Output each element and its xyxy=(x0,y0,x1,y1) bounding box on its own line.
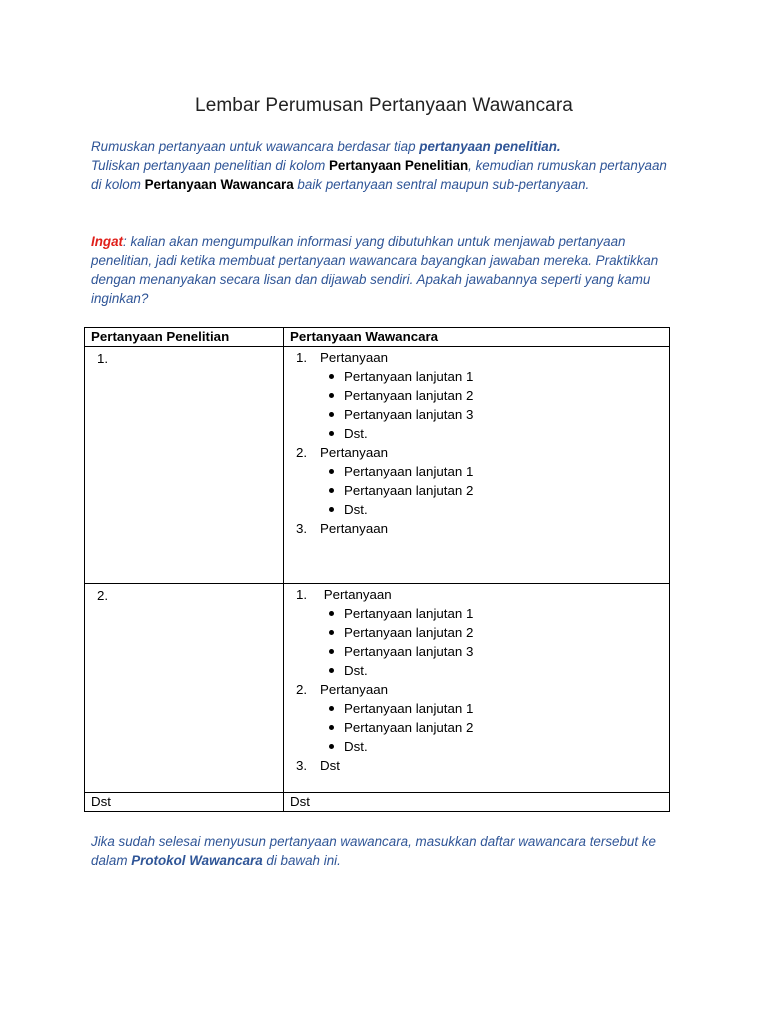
follow-up-item: Pertanyaan lanjutan 1 xyxy=(334,604,663,623)
question-label: Pertanyaan xyxy=(320,350,389,365)
header-interview-question: Pertanyaan Wawancara xyxy=(284,328,670,347)
instruction-text: baik pertanyaan sentral maupun sub-pertanyaan. xyxy=(293,177,590,192)
instruction-emphasis: Pertanyaan Wawancara xyxy=(144,177,294,192)
research-question-number: 2. xyxy=(97,588,109,603)
follow-up-item: Pertanyaan lanjutan 2 xyxy=(334,386,663,405)
research-question-cell xyxy=(85,584,284,793)
reminder-label: Ingat xyxy=(91,234,123,249)
follow-up-item: Pertanyaan lanjutan 1 xyxy=(334,367,663,386)
closing-paragraph xyxy=(91,832,676,870)
interview-question-item xyxy=(290,756,663,775)
follow-up-list xyxy=(290,462,663,519)
table-row xyxy=(85,584,670,793)
question-label: Pertanyaan xyxy=(320,521,389,536)
instruction-text: , kemudian rumuskan pertanyaan di kolom xyxy=(91,158,667,192)
follow-up-item: Dst. xyxy=(334,424,663,443)
question-number: 3. xyxy=(296,521,308,536)
question-number: 2. xyxy=(296,682,308,697)
instruction-emphasis: Pertanyaan Penelitian xyxy=(328,158,469,173)
interview-question-item xyxy=(290,680,663,756)
table-row xyxy=(85,793,670,812)
follow-up-item: Pertanyaan lanjutan 1 xyxy=(334,462,663,481)
follow-up-item: Pertanyaan lanjutan 1 xyxy=(334,699,663,718)
question-label: Pertanyaan xyxy=(320,445,389,460)
closing-text: di bawah ini. xyxy=(262,853,341,868)
follow-up-list xyxy=(290,604,663,680)
interview-question-cell xyxy=(284,347,670,584)
interview-question-item xyxy=(290,519,663,538)
closing-text: Jika sudah selesai menyusun pertanyaan wawancara, masukkan daftar wawancara tersebut ke dalam xyxy=(91,834,656,868)
follow-up-list xyxy=(290,367,663,443)
instruction-paragraph xyxy=(91,137,676,194)
table-header-row xyxy=(85,328,670,347)
question-number: 1. xyxy=(296,350,308,365)
question-number: 1. xyxy=(296,587,308,602)
header-research-question: Pertanyaan Penelitian xyxy=(85,328,284,347)
table-cell: Dst xyxy=(85,793,284,812)
interview-question-list xyxy=(290,348,663,538)
question-label: Pertanyaan xyxy=(320,682,389,697)
reminder-paragraph xyxy=(91,232,676,308)
interview-question-item xyxy=(290,443,663,519)
research-question-cell xyxy=(85,347,284,584)
follow-up-item: Dst. xyxy=(334,737,663,756)
question-number: 2. xyxy=(296,445,308,460)
follow-up-item: Pertanyaan lanjutan 3 xyxy=(334,405,663,424)
question-table xyxy=(84,327,670,812)
follow-up-item: Dst. xyxy=(334,500,663,519)
follow-up-item: Pertanyaan lanjutan 2 xyxy=(334,718,663,737)
interview-question-cell xyxy=(284,584,670,793)
follow-up-item: Dst. xyxy=(334,661,663,680)
interview-question-item xyxy=(290,585,663,680)
instruction-emphasis: pertanyaan penelitian. xyxy=(419,139,561,154)
question-label: Dst xyxy=(320,758,340,773)
interview-question-item xyxy=(290,348,663,443)
instruction-text: Tuliskan pertanyaan penelitian di kolom xyxy=(91,158,329,173)
instruction-text: Rumuskan pertanyaan untuk wawancara berdasar tiap xyxy=(91,139,420,154)
research-question-number: 1. xyxy=(97,351,109,366)
follow-up-list xyxy=(290,699,663,756)
follow-up-item: Pertanyaan lanjutan 3 xyxy=(334,642,663,661)
question-label: Pertanyaan xyxy=(320,587,392,602)
follow-up-item: Pertanyaan lanjutan 2 xyxy=(334,481,663,500)
question-number: 3. xyxy=(296,758,308,773)
table-cell: Dst xyxy=(284,793,670,812)
closing-emphasis: Protokol Wawancara xyxy=(131,853,263,868)
table-row xyxy=(85,347,670,584)
interview-question-list xyxy=(290,585,663,775)
page-title: Lembar Perumusan Pertanyaan Wawancara xyxy=(195,95,573,116)
follow-up-item: Pertanyaan lanjutan 2 xyxy=(334,623,663,642)
reminder-text: : kalian akan mengumpulkan informasi yang dibutuhkan untuk menjawab pertanyaan penelitian, jadi ketika membuat pertanyaan wawancara bayangkan jawaban mereka. Praktikkan dengan menanyakan secara lisan dan dijawab sendiri. Apakah jawabannya seperti yang kamu inginkan? xyxy=(91,234,659,306)
